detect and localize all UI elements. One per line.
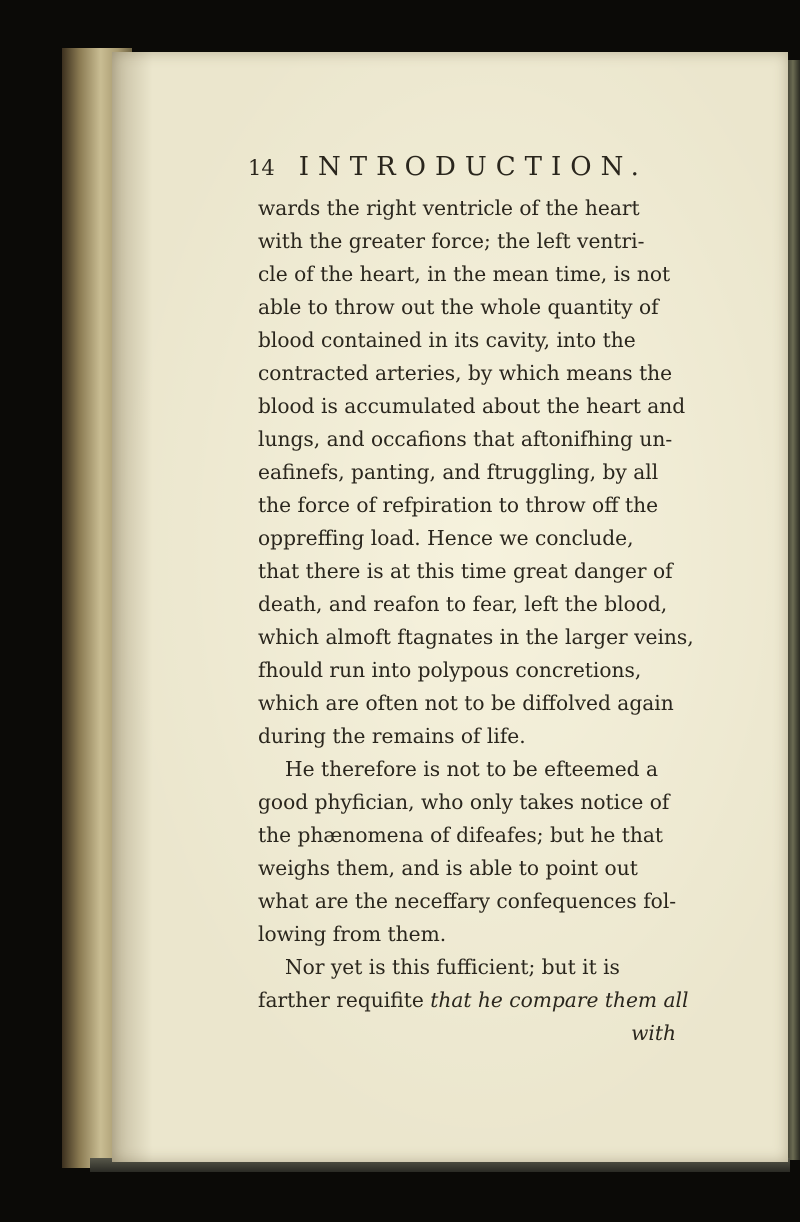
text-line: that there is at this time great danger of: [258, 559, 673, 583]
text-line: which are often not to be diffolved again: [258, 691, 674, 715]
catchword: with: [631, 1021, 676, 1045]
running-title: INTRODUCTION.: [298, 152, 648, 182]
text-line: contracted arteries, by which means the: [258, 361, 673, 385]
text-line: lungs, and occafions that aftonifhing un-: [258, 427, 673, 451]
text-line: good phyfician, who only takes notice of: [258, 790, 670, 814]
page-edge-right: [786, 60, 800, 1160]
text-line: what are the neceffary confequences fol-: [258, 889, 677, 913]
page-text: [248, 152, 698, 1050]
text-line: wards the right ventricle of the heart: [258, 196, 640, 220]
text-line: the phænomena of difeafes; but he that: [258, 823, 664, 847]
last-line-roman: farther requifite: [258, 988, 431, 1012]
text-line-last: [258, 984, 698, 1017]
text-line: death, and reafon to fear, left the blood,: [258, 592, 668, 616]
page-number: 14: [248, 156, 275, 180]
text-line: weighs them, and is able to point out: [258, 856, 638, 880]
text-line: able to throw out the whole quantity of: [258, 295, 659, 319]
text-line: blood is accumulated about the heart and: [258, 394, 686, 418]
text-line: fhould run into polypous concretions,: [258, 658, 642, 682]
text-line: oppreffing load. Hence we conclude,: [258, 526, 634, 550]
text-line: eafinefs, panting, and ftruggling, by all: [258, 460, 659, 484]
text-line: blood contained in its cavity, into the: [258, 328, 636, 352]
text-line: lowing from them.: [258, 922, 447, 946]
text-line: cle of the heart, in the mean time, is not: [258, 262, 671, 286]
text-line-indented: Nor yet is this fufficient; but it is: [285, 955, 620, 979]
text-line: the force of refpiration to throw off the: [258, 493, 659, 517]
text-line: during the remains of life.: [258, 724, 526, 748]
running-head: [248, 152, 698, 192]
last-line-italic: that he compare them all: [430, 988, 689, 1012]
text-line-indented: He therefore is not to be efteemed a: [285, 757, 659, 781]
text-line: with the greater force; the left ventri-: [258, 229, 645, 253]
text-line: which almoft ftagnates in the larger veins,: [258, 625, 694, 649]
